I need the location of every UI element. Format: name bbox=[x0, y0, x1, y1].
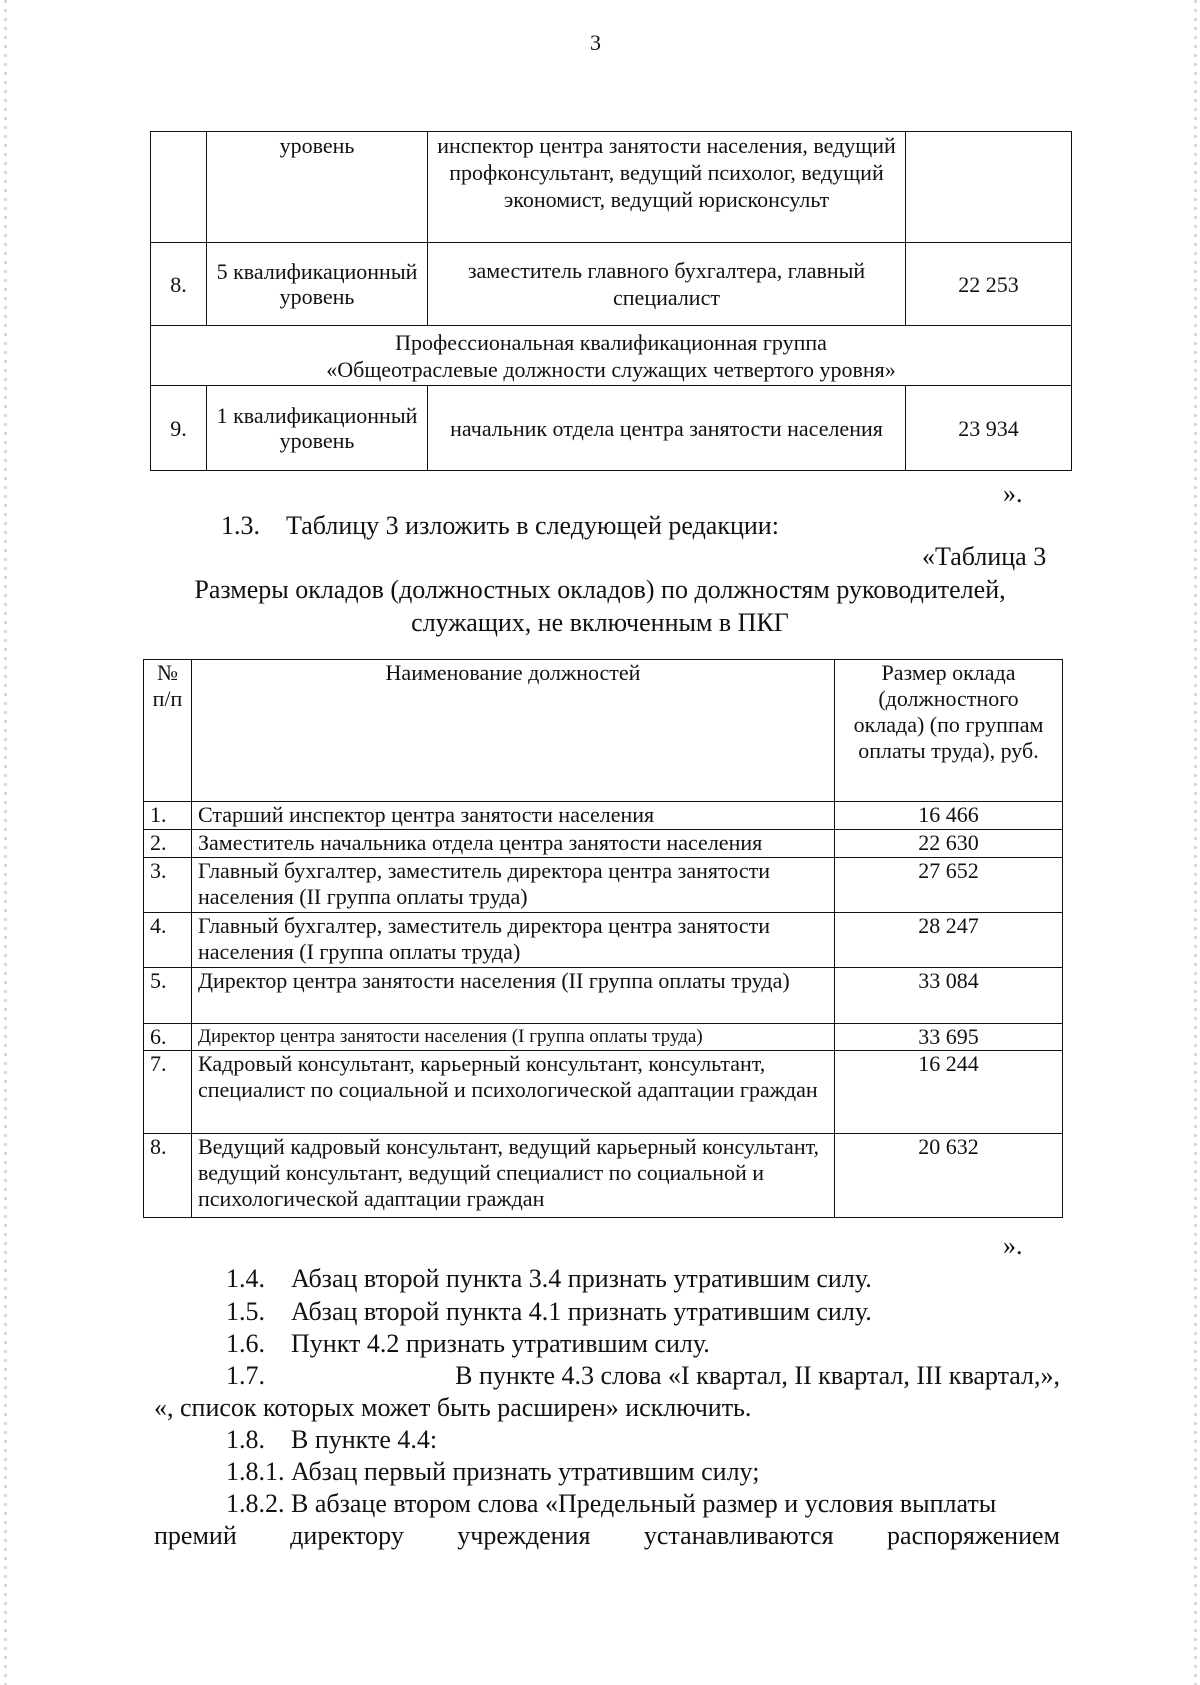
table-header bbox=[144, 660, 1063, 802]
table-row bbox=[144, 1024, 1063, 1051]
para-1-8-2 bbox=[226, 1488, 996, 1520]
cell-salary: 27 652 bbox=[835, 858, 1063, 913]
table-row bbox=[144, 913, 1063, 968]
para-text: Таблицу 3 изложить в следующей редакции: bbox=[286, 511, 779, 540]
table-label: «Таблица 3 bbox=[922, 542, 1047, 571]
closing-quote-1: ». bbox=[1003, 479, 1023, 508]
salary-table bbox=[143, 659, 1063, 1218]
cell-position: заместитель главного бухгалтера, главный специалист bbox=[428, 243, 906, 326]
cell-num: 3. bbox=[144, 858, 192, 913]
closing-quote-2: ». bbox=[1003, 1231, 1023, 1260]
para-1-8 bbox=[226, 1424, 437, 1456]
cell-position: инспектор центра занятости населения, ведущий профконсультант, ведущий психолог, ведущий экономист, ведущий юрисконсульт bbox=[428, 132, 906, 243]
cell-salary: 22 253 bbox=[906, 243, 1072, 326]
header-num: № п/п bbox=[144, 660, 192, 802]
scan-edge-left bbox=[4, 0, 7, 1685]
para-text: Абзац второй пункта 4.1 признать утратившим силу. bbox=[291, 1297, 872, 1326]
group-title-line-2: «Общеотраслевые должности служащих четвертого уровня» bbox=[326, 356, 896, 382]
table-row bbox=[144, 1134, 1063, 1218]
cell-level: 1 квалификационный уровень bbox=[207, 386, 428, 471]
cell-num: 6. bbox=[144, 1024, 192, 1051]
cell-salary: 23 934 bbox=[906, 386, 1072, 471]
table-row bbox=[151, 132, 1072, 243]
para-text: Абзац второй пункта 3.4 признать утратившим силу. bbox=[291, 1264, 872, 1293]
cell-salary: 16 466 bbox=[835, 802, 1063, 830]
para-1-3 bbox=[221, 510, 779, 542]
cell-name: Старший инспектор центра занятости населения bbox=[192, 802, 835, 830]
cell-salary: 20 632 bbox=[835, 1134, 1063, 1218]
cell-level: 5 квалификационный уровень bbox=[207, 243, 428, 326]
para-text: В абзаце втором слова «Предельный размер и условия выплаты bbox=[291, 1489, 997, 1518]
cell-salary: 22 630 bbox=[835, 830, 1063, 858]
cell-name: Директор центра занятости населения (I группа оплаты труда) bbox=[192, 1024, 835, 1051]
cell-num: 8. bbox=[151, 243, 207, 326]
para-1-4 bbox=[226, 1263, 872, 1295]
table-row bbox=[144, 968, 1063, 1024]
para-text: В пункте 4.4: bbox=[291, 1425, 438, 1454]
para-number: 1.3. bbox=[221, 511, 260, 540]
table-title-line-1: Размеры окладов (должностных окладов) по должностям руководителей, bbox=[194, 575, 1006, 604]
cell-name: Ведущий кадровый консультант, ведущий карьерный консультант, ведущий консультант, ведущий специалист по социальной и психологической адаптации граждан bbox=[192, 1134, 835, 1218]
scan-edge-right bbox=[1194, 0, 1197, 1685]
cell-salary: 28 247 bbox=[835, 913, 1063, 968]
para-number: 1.6. bbox=[226, 1329, 265, 1358]
cell-name: Заместитель начальника отдела центра занятости населения bbox=[192, 830, 835, 858]
para-text: В пункте 4.3 слова «I квартал, II квартал, III квартал,», bbox=[455, 1361, 1060, 1390]
cell-salary bbox=[906, 132, 1072, 243]
table-row bbox=[144, 858, 1063, 913]
table-row bbox=[144, 830, 1063, 858]
cell-name: Директор центра занятости населения (II группа оплаты труда) bbox=[192, 968, 835, 1024]
cell-position: начальник отдела центра занятости населения bbox=[428, 386, 906, 471]
para-1-6 bbox=[226, 1328, 710, 1360]
table-row bbox=[144, 802, 1063, 830]
table-continuation bbox=[150, 131, 1072, 471]
cell-name: Главный бухгалтер, заместитель директора центра занятости населения (I группа оплаты труда) bbox=[192, 913, 835, 968]
cell-num: 5. bbox=[144, 968, 192, 1024]
cell-num: 4. bbox=[144, 913, 192, 968]
cell-name: Главный бухгалтер, заместитель директора центра занятости населения (II группа оплаты труда) bbox=[192, 858, 835, 913]
header-name: Наименование должностей bbox=[192, 660, 835, 802]
cell-salary: 33 084 bbox=[835, 968, 1063, 1024]
page-number: 3 bbox=[590, 30, 601, 55]
cell-level: уровень bbox=[207, 132, 428, 243]
para-1-5 bbox=[226, 1296, 872, 1328]
para-number: 1.4. bbox=[226, 1264, 265, 1293]
cell-num: 7. bbox=[144, 1051, 192, 1134]
cell-name: Кадровый консультант, карьерный консультант, консультант, специалист по социальной и психологической адаптации граждан bbox=[192, 1051, 835, 1134]
cell-num: 1. bbox=[144, 802, 192, 830]
para-number: 1.8.1. bbox=[226, 1457, 285, 1486]
para-1-8-2-continuation: премий директору учреждения устанавливаются распоряжением bbox=[154, 1521, 1060, 1550]
cell-num: 8. bbox=[144, 1134, 192, 1218]
cell-salary: 33 695 bbox=[835, 1024, 1063, 1051]
cell-num bbox=[151, 132, 207, 243]
para-number: 1.8.2. bbox=[226, 1489, 285, 1518]
cell-salary: 16 244 bbox=[835, 1051, 1063, 1134]
table-row bbox=[151, 243, 1072, 326]
cell-num: 2. bbox=[144, 830, 192, 858]
para-1-7 bbox=[226, 1360, 1060, 1392]
header-salary: Размер оклада (должностного оклада) (по группам оплаты труда), руб. bbox=[835, 660, 1063, 802]
para-1-8-1 bbox=[226, 1456, 759, 1488]
para-text: Пункт 4.2 признать утратившим силу. bbox=[291, 1329, 710, 1358]
group-title-line-1: Профессиональная квалификационная группа bbox=[395, 329, 827, 355]
table-row bbox=[151, 386, 1072, 471]
para-1-7-continuation: «, список которых может быть расширен» исключить. bbox=[154, 1393, 752, 1422]
group-title bbox=[151, 326, 1072, 386]
table-group-row bbox=[151, 326, 1072, 386]
para-number: 1.7. bbox=[226, 1361, 265, 1390]
para-number: 1.5. bbox=[226, 1297, 265, 1326]
para-text: Абзац первый признать утратившим силу; bbox=[291, 1457, 760, 1486]
para-number: 1.8. bbox=[226, 1425, 265, 1454]
cell-num: 9. bbox=[151, 386, 207, 471]
table-title-line-2: служащих, не включенным в ПКГ bbox=[411, 608, 789, 637]
table-row bbox=[144, 1051, 1063, 1134]
